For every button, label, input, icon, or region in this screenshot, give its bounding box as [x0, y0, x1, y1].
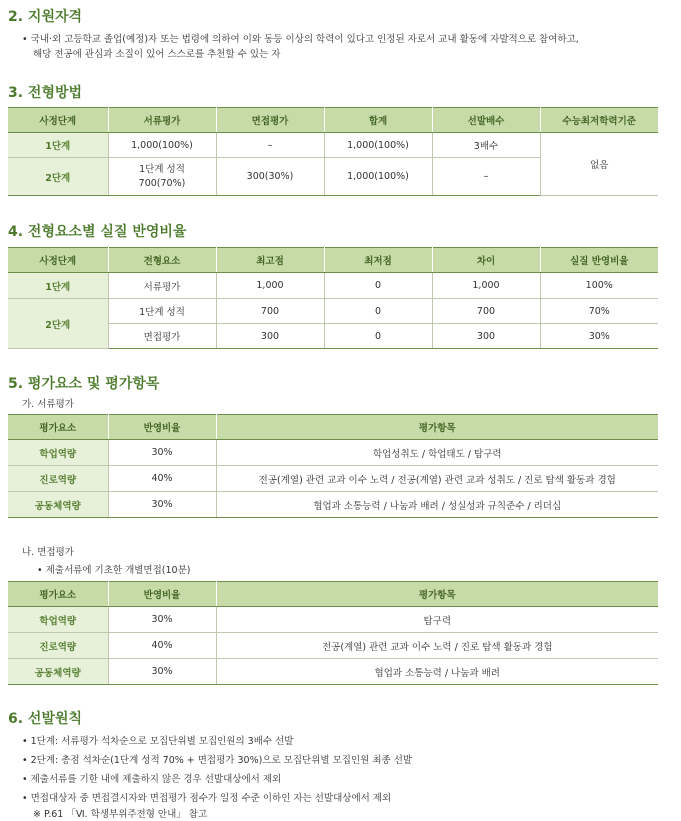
table-row [8, 466, 658, 492]
interview-evaluation-table [8, 581, 658, 685]
table-cell: – [216, 133, 324, 158]
table-cell: 1,000(100%) [108, 133, 216, 158]
table-row [8, 273, 658, 299]
header-cell: 반영비율 [108, 415, 216, 440]
table-cell: 700 [216, 299, 324, 324]
header-cell: 평가요소 [8, 415, 108, 440]
header-cell: 차이 [432, 248, 540, 273]
table-row [8, 299, 658, 324]
table-cell: 40% [108, 466, 216, 492]
table-cell [108, 158, 216, 196]
table-cell: 전공(계열) 관련 교과 이수 노력 / 진로 탐색 활동과 경험 [216, 633, 658, 659]
table-cell: 100% [540, 273, 658, 299]
table-cell: 1,000(100%) [324, 158, 432, 196]
section-3-title: 3. 전형방법 [8, 85, 83, 101]
header-cell: 서류평가 [108, 108, 216, 133]
header-cell: 수능최저학력기준 [540, 108, 658, 133]
element-cell: 학업역량 [8, 607, 108, 633]
table-cell: 1,000 [216, 273, 324, 299]
eligibility-line-2: 해당 전공에 관심과 소질이 있어 스스로를 추천할 수 있는 자 [33, 49, 281, 60]
stage-cell: 1단계 [8, 273, 108, 299]
interview-note: • 제출서류에 기초한 개별면접(10분) [37, 565, 191, 576]
table-cell: 전공(계열) 관련 교과 이수 노력 / 전공(계열) 관련 교과 성취도 / 진로 탐색 활동과 경험 [216, 466, 658, 492]
table-cell: 30% [108, 607, 216, 633]
header-cell: 평가항목 [216, 415, 658, 440]
table-cell: 30% [108, 440, 216, 466]
stage-cell: 1단계 [8, 133, 108, 158]
table-cell: 30% [108, 492, 216, 518]
header-cell: 사정단계 [8, 248, 108, 273]
element-cell: 공동체역량 [8, 659, 108, 685]
header-cell: 최고점 [216, 248, 324, 273]
table-cell: 서류평가 [108, 273, 216, 299]
table-cell: 1,000 [432, 273, 540, 299]
table-cell: 3배수 [432, 133, 540, 158]
table-cell: 700 [432, 299, 540, 324]
section-5-title: 5. 평가요소 및 평가항목 [8, 376, 160, 392]
table-cell: 1,000(100%) [324, 133, 432, 158]
stage-cell: 2단계 [8, 158, 108, 196]
header-cell: 실질 반영비율 [540, 248, 658, 273]
section-2-title: 2. 지원자격 [8, 9, 83, 25]
table-cell: 300(30%) [216, 158, 324, 196]
table-cell: – [432, 158, 540, 196]
eligibility-line-1: • 국내·외 고등학교 졸업(예정)자 또는 법령에 의하여 이와 동등 이상의 학력이 있다고 인정된 자로서 교내 활동에 자발적으로 참여하고, [22, 34, 579, 45]
header-cell: 평가요소 [8, 582, 108, 607]
table-header-row [8, 582, 658, 607]
table-row [8, 659, 658, 685]
reflection-ratio-table [8, 247, 658, 349]
table-cell-line: 700(70%) [138, 177, 186, 189]
header-cell: 최저점 [324, 248, 432, 273]
table-cell: 1단계 성적 [108, 299, 216, 324]
table-row [8, 633, 658, 659]
element-cell: 진로역량 [8, 633, 108, 659]
element-cell: 진로역량 [8, 466, 108, 492]
principle-line: • 제출서류를 기한 내에 제출하지 않은 경우 선발대상에서 제외 [22, 774, 282, 785]
reference-note: ※ P.61 「Ⅵ. 학생부위주전형 안내」 참고 [33, 809, 208, 820]
stage-cell: 2단계 [8, 299, 108, 349]
table-cell: 0 [324, 273, 432, 299]
table-cell: 40% [108, 633, 216, 659]
section-4-title: 4. 전형요소별 실질 반영비율 [8, 224, 187, 240]
table-header-row [8, 415, 658, 440]
table-cell: 300 [216, 324, 324, 349]
table-header-row [8, 248, 658, 273]
header-cell: 합계 [324, 108, 432, 133]
element-cell: 공동체역량 [8, 492, 108, 518]
table-cell: 학업성취도 / 학업태도 / 탐구력 [216, 440, 658, 466]
table-cell: 0 [324, 324, 432, 349]
document-evaluation-table [8, 414, 658, 518]
principle-line: • 1단계: 서류평가 석차순으로 모집단위별 모집인원의 3배수 선발 [22, 736, 294, 747]
header-cell: 면접평가 [216, 108, 324, 133]
section-6-title: 6. 선발원칙 [8, 711, 83, 727]
table-cell: 30% [108, 659, 216, 685]
selection-method-table [8, 107, 658, 196]
table-row [8, 440, 658, 466]
csat-cell: 없음 [540, 133, 658, 196]
element-cell: 학업역량 [8, 440, 108, 466]
header-cell: 사정단계 [8, 108, 108, 133]
principle-line: • 2단계: 총점 석차순(1단계 성적 70% + 면접평가 30%)으로 모집단위별 모집인원 최종 선발 [22, 755, 413, 766]
sub-heading-interview: 나. 면접평가 [22, 547, 74, 558]
table-cell: 협업과 소통능력 / 나눔과 배려 [216, 659, 658, 685]
header-cell: 평가항목 [216, 582, 658, 607]
table-cell: 0 [324, 299, 432, 324]
header-cell: 선발배수 [432, 108, 540, 133]
table-row [8, 607, 658, 633]
table-row [8, 133, 658, 158]
table-cell: 30% [540, 324, 658, 349]
table-header-row [8, 108, 658, 133]
header-cell: 전형요소 [108, 248, 216, 273]
principle-line: • 면접대상자 중 면접결시자와 면접평가 점수가 일정 수준 이하인 자는 선발대상에서 제외 [22, 793, 392, 804]
table-cell: 면접평가 [108, 324, 216, 349]
table-cell-line: 1단계 성적 [139, 163, 185, 175]
header-cell: 반영비율 [108, 582, 216, 607]
table-cell: 탐구력 [216, 607, 658, 633]
table-cell: 협업과 소통능력 / 나눔과 배려 / 성실성과 규칙준수 / 리더십 [216, 492, 658, 518]
sub-heading-document: 가. 서류평가 [22, 399, 74, 410]
table-cell: 70% [540, 299, 658, 324]
table-row [8, 492, 658, 518]
table-cell: 300 [432, 324, 540, 349]
